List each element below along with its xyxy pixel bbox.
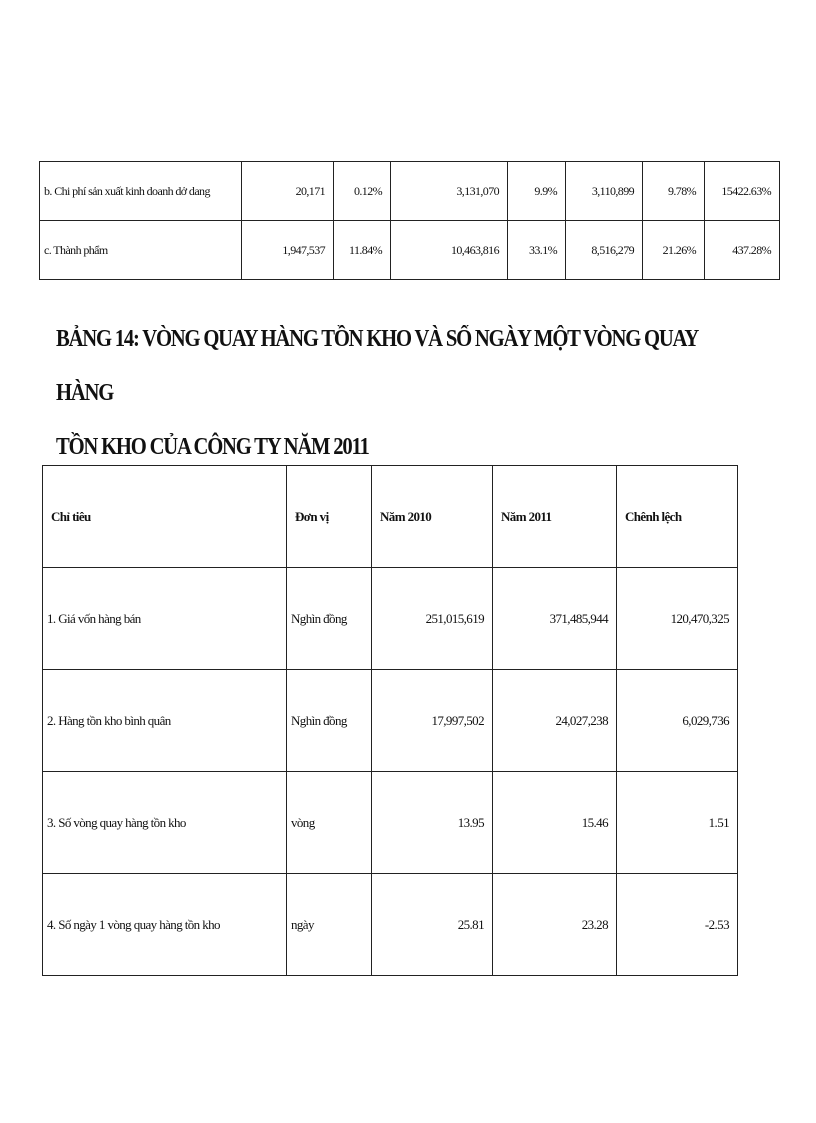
table-cell: 10,463,816 [391,221,508,280]
row-value-2011: 371,485,944 [493,568,617,670]
row-difference: 6,029,736 [617,670,738,772]
table-row [43,874,738,976]
table-cell: 33.1% [508,221,566,280]
table-cell: 8,516,279 [566,221,643,280]
header-cell-indicator: Chỉ tiêu [43,466,287,568]
table-cell: 11.84% [334,221,391,280]
row-unit: vòng [287,772,372,874]
table-row [43,670,738,772]
row-difference: 120,470,325 [617,568,738,670]
row-difference: -2.53 [617,874,738,976]
table-cell: 15422.63% [705,162,780,221]
inventory-turnover-table [42,465,738,976]
row-value-2010: 17,997,502 [372,670,493,772]
inventory-breakdown-table [39,161,780,280]
table-cell: 437.28% [705,221,780,280]
row-label: c. Thành phẩm [40,221,242,280]
table-row [40,221,780,280]
row-label: 1. Giá vốn hàng bán [43,568,287,670]
table-header-row [43,466,738,568]
row-unit: Nghìn đồng [287,670,372,772]
row-unit: ngày [287,874,372,976]
table-cell: 1,947,537 [242,221,334,280]
header-cell-2011: Năm 2011 [493,466,617,568]
row-label: 3. Số vòng quay hàng tồn kho [43,772,287,874]
table-cell: 21.26% [643,221,705,280]
row-value-2011: 23.28 [493,874,617,976]
table-heading [56,312,744,474]
heading-line-1: BẢNG 14: VÒNG QUAY HÀNG TỒN KHO VÀ SỐ NGÀY MỘT VÒNG QUAY HÀNG [56,326,698,406]
table-row [43,772,738,874]
table-cell: 9.9% [508,162,566,221]
header-cell-2010: Năm 2010 [372,466,493,568]
table-cell: 0.12% [334,162,391,221]
row-value-2010: 251,015,619 [372,568,493,670]
row-label: 4. Số ngày 1 vòng quay hàng tồn kho [43,874,287,976]
table-cell: 3,131,070 [391,162,508,221]
heading-line-2: TỒN KHO CỦA CÔNG TY NĂM 2011 [56,434,369,460]
table-cell: 20,171 [242,162,334,221]
row-label: 2. Hàng tồn kho bình quân [43,670,287,772]
row-difference: 1.51 [617,772,738,874]
row-value-2010: 13.95 [372,772,493,874]
row-value-2010: 25.81 [372,874,493,976]
row-label: b. Chi phí sản xuất kinh doanh dở dang [40,162,242,221]
header-cell-unit: Đơn vị [287,466,372,568]
row-unit: Nghìn đồng [287,568,372,670]
table-row [40,162,780,221]
header-cell-difference: Chênh lệch [617,466,738,568]
table-cell: 9.78% [643,162,705,221]
table-row [43,568,738,670]
row-value-2011: 24,027,238 [493,670,617,772]
table-cell: 3,110,899 [566,162,643,221]
row-value-2011: 15.46 [493,772,617,874]
